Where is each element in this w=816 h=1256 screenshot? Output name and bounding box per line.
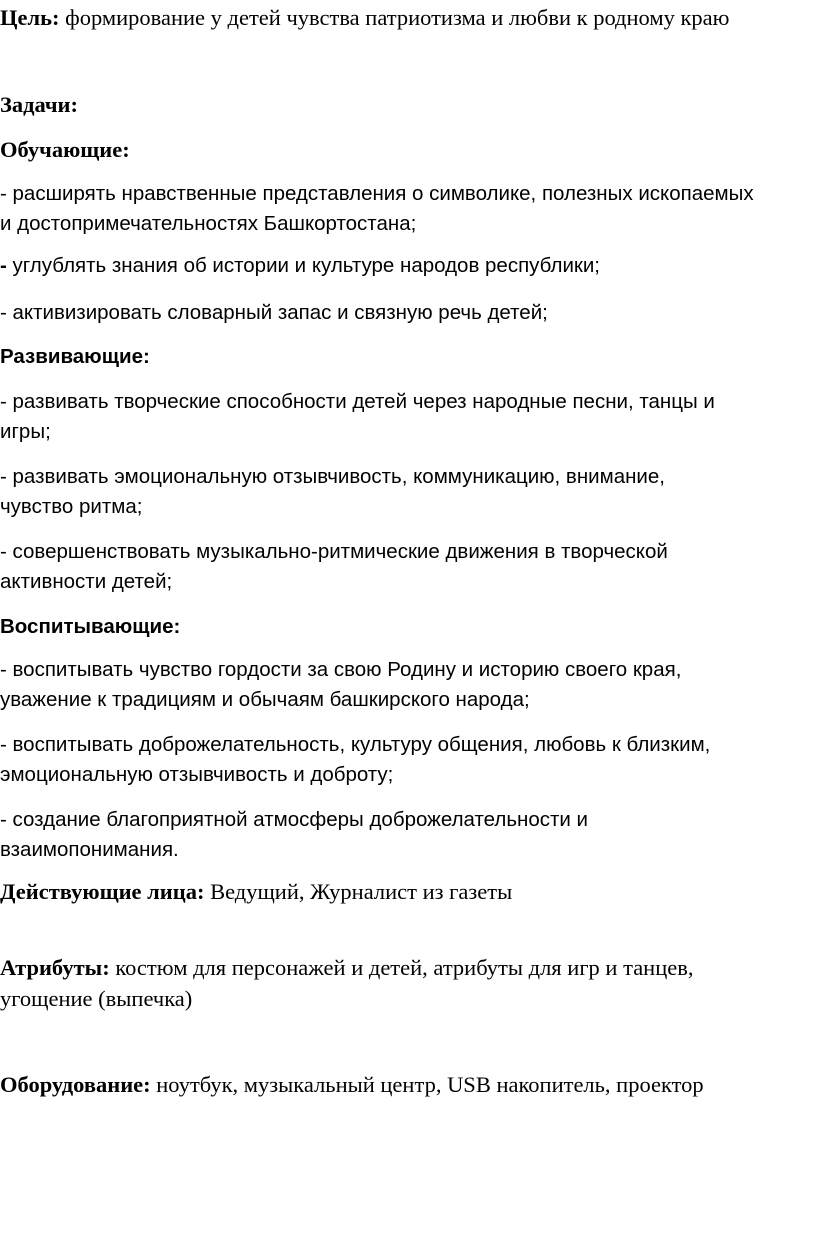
developing-item-3-line-2: активности детей; bbox=[0, 570, 173, 593]
upbringing-item-3-line-1: - создание благоприятной атмосферы доброжелательности и bbox=[0, 808, 588, 831]
goal-label: Цель: bbox=[0, 5, 60, 30]
equipment-line bbox=[0, 1069, 704, 1100]
characters-text: Ведущий, Журналист из газеты bbox=[204, 879, 513, 904]
equipment-text: ноутбук, музыкальный центр, USB накопитель, проектор bbox=[150, 1072, 704, 1097]
developing-item-1-line-2: игры; bbox=[0, 420, 51, 443]
attributes-line-2: угощение (выпечка) bbox=[0, 986, 193, 1011]
upbringing-item-2-line-1: - воспитывать доброжелательность, культуру общения, любовь к близким, bbox=[0, 733, 711, 756]
upbringing-item-2-line-2: эмоциональную отзывчивость и доброту; bbox=[0, 763, 394, 786]
equipment-label: Оборудование: bbox=[0, 1072, 151, 1097]
teaching-item-3: - активизировать словарный запас и связную речь детей; bbox=[0, 301, 548, 324]
developing-item-2-line-1: - развивать эмоциональную отзывчивость, коммуникацию, внимание, bbox=[0, 465, 665, 488]
attributes-line-1 bbox=[0, 952, 694, 983]
upbringing-item-3-line-2: взаимопонимания. bbox=[0, 838, 179, 861]
developing-item-1-line-1: - развивать творческие способности детей через народные песни, танцы и bbox=[0, 390, 715, 413]
teaching-item-2 bbox=[0, 250, 600, 281]
teaching-item-1-line-1: - расширять нравственные представления о символике, полезных ископаемых bbox=[0, 182, 754, 205]
teaching-item-2-text: углублять знания об истории и культуре народов республики; bbox=[6, 254, 601, 277]
upbringing-item-1-line-1: - воспитывать чувство гордости за свою Родину и историю своего края, bbox=[0, 658, 682, 681]
teaching-heading: Обучающие: bbox=[0, 137, 130, 162]
attributes-text-line-1: костюм для персонажей и детей, атрибуты для игр и танцев, bbox=[109, 955, 694, 980]
teaching-item-2-dash: - bbox=[0, 254, 7, 277]
goal-line bbox=[0, 2, 729, 33]
developing-item-3-line-1: - совершенствовать музыкально-ритмические движения в творческой bbox=[0, 540, 668, 563]
characters-label: Действующие лица: bbox=[0, 879, 205, 904]
upbringing-heading: Воспитывающие: bbox=[0, 615, 181, 638]
upbringing-item-1-line-2: уважение к традициям и обычаям башкирского народа; bbox=[0, 688, 530, 711]
developing-item-2-line-2: чувство ритма; bbox=[0, 495, 143, 518]
teaching-item-1-line-2: и достопримечательностях Башкортостана; bbox=[0, 212, 417, 235]
goal-text: формирование у детей чувства патриотизма и любви к родному краю bbox=[59, 5, 730, 30]
characters-line bbox=[0, 876, 512, 907]
tasks-heading: Задачи: bbox=[0, 92, 79, 117]
developing-heading: Развивающие: bbox=[0, 345, 150, 368]
attributes-label: Атрибуты: bbox=[0, 955, 110, 980]
